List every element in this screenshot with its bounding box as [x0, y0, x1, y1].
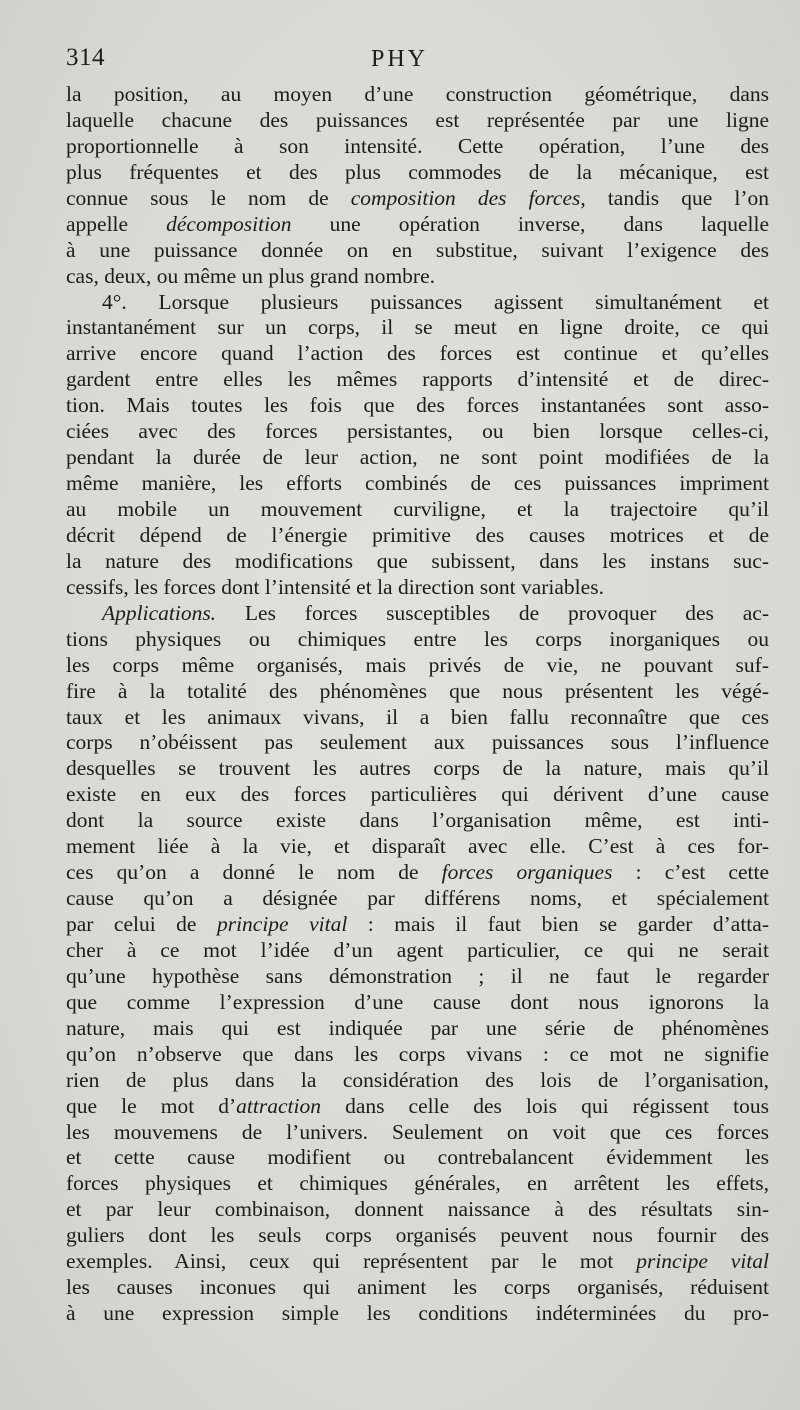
- text-run: guliers dont les seuls corps organisés peuvent nous fournir des: [66, 1223, 769, 1248]
- text-line: [66, 1145, 769, 1171]
- text-run: plus fréquentes et des plus commodes de la mécanique, est: [66, 159, 769, 184]
- text-run: ciées avec des forces persistantes, ou bien lorsque celles-ci,: [66, 419, 769, 444]
- text-run: Les forces susceptibles de provoquer des ac-: [216, 600, 769, 625]
- text-run: à une expression simple les conditions indéterminées du pro-: [66, 1301, 769, 1326]
- text-run: que le mot d’: [66, 1093, 237, 1118]
- text-run: une opération inverse, dans laquelle: [291, 211, 769, 236]
- text-line: [66, 1094, 769, 1120]
- italic-term: composition des forces: [350, 185, 581, 210]
- text-run: mement liée à la vie, et disparaît avec elle. C’est à ces for-: [66, 834, 769, 859]
- text-run: , tandis que l’on: [580, 185, 769, 210]
- text-run: la nature des modifications que subissent, dans les instans suc-: [66, 548, 769, 573]
- text-run: cher à ce mot l’idée d’un agent particulier, ce qui ne serait: [66, 937, 769, 962]
- italic-term: attraction: [236, 1093, 321, 1118]
- running-head: PHY: [371, 46, 429, 72]
- text-run: tions physiques ou chimiques entre les corps inorganiques ou: [66, 626, 769, 651]
- text-run: exemples. Ainsi, ceux qui représentent par le mot: [66, 1249, 637, 1274]
- text-line: [66, 1068, 769, 1094]
- text-run: qu’on n’observe que dans les corps vivans : ce mot ne signifie: [66, 1041, 769, 1066]
- text-line: [66, 964, 769, 990]
- text-line: [66, 264, 769, 290]
- text-run: décrit dépend de l’énergie primitive des causes motrices et de: [66, 522, 769, 547]
- text-line: [66, 134, 769, 160]
- body-text: [66, 82, 769, 1327]
- text-run: proportionnelle à son intensité. Cette opération, l’une des: [66, 133, 769, 158]
- text-run: rien de plus dans la considération des lois de l’organisation,: [66, 1067, 769, 1092]
- text-line: [66, 497, 769, 523]
- text-run: arrive encore quand l’action des forces est continue et qu’elles: [66, 341, 769, 366]
- text-line: [66, 419, 769, 445]
- italic-term: Applications.: [102, 600, 217, 625]
- text-run: forces physiques et chimiques générales, en arrêtent les effets,: [66, 1171, 769, 1196]
- text-run: cessifs, les forces dont l’intensité et la direction sont variables.: [66, 574, 604, 599]
- text-line: [66, 1120, 769, 1146]
- text-run: 4°. Lorsque plusieurs puissances agissent simultanément et: [102, 289, 769, 314]
- text-line: [66, 341, 769, 367]
- text-line: [66, 212, 769, 238]
- text-line: [66, 1301, 769, 1327]
- text-line: [66, 1249, 769, 1275]
- text-line: [66, 549, 769, 575]
- text-run: fire à la totalité des phénomènes que nous présentent les végé-: [66, 678, 769, 703]
- text-run: les corps même organisés, mais privés de vie, ne pouvant suf-: [66, 652, 769, 677]
- text-run: instantanément sur un corps, il se meut en ligne droite, ce qui: [66, 315, 769, 340]
- italic-term: forces organiques: [441, 860, 613, 885]
- text-line: [66, 730, 769, 756]
- text-line: [66, 367, 769, 393]
- text-run: corps n’obéissent pas seulement aux puissances sous l’influence: [66, 730, 769, 755]
- text-line: [66, 1171, 769, 1197]
- text-run: : mais il faut bien se garder d’atta-: [347, 912, 769, 936]
- text-line: [66, 938, 769, 964]
- text-line: [66, 601, 769, 627]
- text-line: [66, 160, 769, 186]
- text-line: [66, 860, 769, 886]
- text-line: [66, 238, 769, 264]
- text-line: [66, 912, 769, 938]
- text-line: [66, 82, 769, 108]
- text-run: pendant la durée de leur action, ne sont point modifiées de la: [66, 445, 769, 470]
- text-run: les causes inconues qui animent les corps organisés, réduisent: [66, 1275, 769, 1300]
- text-run: appelle: [66, 211, 167, 236]
- text-run: et par leur combinaison, donnent naissance à des résultats sin-: [66, 1197, 769, 1222]
- text-line: [66, 393, 769, 419]
- text-line: [66, 834, 769, 860]
- italic-term: principe vital: [216, 912, 348, 936]
- text-run: que comme l’expression d’une cause dont nous ignorons la: [66, 989, 769, 1014]
- text-line: [66, 186, 769, 212]
- text-line: [66, 1223, 769, 1249]
- text-run: laquelle chacune des puissances est représentée par une ligne: [66, 107, 769, 132]
- text-run: dans celle des lois qui régissent tous: [320, 1093, 769, 1118]
- text-line: [66, 523, 769, 549]
- text-run: au mobile un mouvement curviligne, et la trajectoire qu’il: [66, 497, 769, 521]
- text-line: [66, 705, 769, 731]
- text-line: [66, 653, 769, 679]
- text-line: [66, 315, 769, 341]
- text-run: ces qu’on a donné le nom de: [66, 860, 442, 885]
- text-run: la position, au moyen d’une construction géométrique, dans: [66, 82, 769, 106]
- text-line: [66, 575, 769, 601]
- italic-term: principe vital: [636, 1249, 769, 1274]
- text-run: par celui de: [66, 912, 217, 936]
- text-line: [66, 445, 769, 471]
- text-line: [66, 108, 769, 134]
- text-run: et cette cause modifient ou contrebalancent évidemment les: [66, 1145, 769, 1170]
- text-line: [66, 756, 769, 782]
- text-line: [66, 290, 769, 316]
- text-run: taux et les animaux vivans, il a bien fallu reconnaître que ces: [66, 704, 769, 729]
- text-run: connue sous le nom de: [66, 185, 351, 210]
- text-line: [66, 1197, 769, 1223]
- text-line: [66, 1275, 769, 1301]
- text-line: [66, 886, 769, 912]
- text-line: [66, 627, 769, 653]
- text-run: qu’une hypothèse sans démonstration ; il ne faut le regarder: [66, 963, 769, 988]
- text-line: [66, 471, 769, 497]
- text-line: [66, 990, 769, 1016]
- text-line: [66, 1042, 769, 1068]
- page-number: 314: [66, 44, 105, 71]
- text-run: à une puissance donnée on en substitue, suivant l’exigence des: [66, 237, 769, 262]
- text-line: [66, 1016, 769, 1042]
- text-run: gardent entre elles les mêmes rapports d’intensité et de direc-: [66, 367, 769, 392]
- text-run: cas, deux, ou même un plus grand nombre.: [66, 263, 435, 288]
- text-run: existe en eux des forces particulières qui dérivent d’une cause: [66, 782, 769, 807]
- text-line: [66, 782, 769, 808]
- text-run: desquelles se trouvent les autres corps de la nature, mais qu’il: [66, 756, 769, 781]
- text-line: [66, 808, 769, 834]
- italic-term: décomposition: [166, 211, 292, 236]
- text-run: nature, mais qui est indiquée par une série de phénomènes: [66, 1015, 769, 1040]
- text-line: [66, 679, 769, 705]
- text-run: : c’est cette: [612, 860, 769, 885]
- text-run: dont la source existe dans l’organisation même, est inti-: [66, 808, 769, 833]
- text-run: même manière, les efforts combinés de ces puissances impriment: [66, 471, 769, 496]
- text-run: tion. Mais toutes les fois que des forces instantanées sont asso-: [66, 393, 769, 418]
- page-header: [66, 44, 734, 80]
- text-run: cause qu’on a désignée par différens noms, et spécialement: [66, 886, 769, 911]
- text-run: les mouvemens de l’univers. Seulement on voit que ces forces: [66, 1119, 769, 1144]
